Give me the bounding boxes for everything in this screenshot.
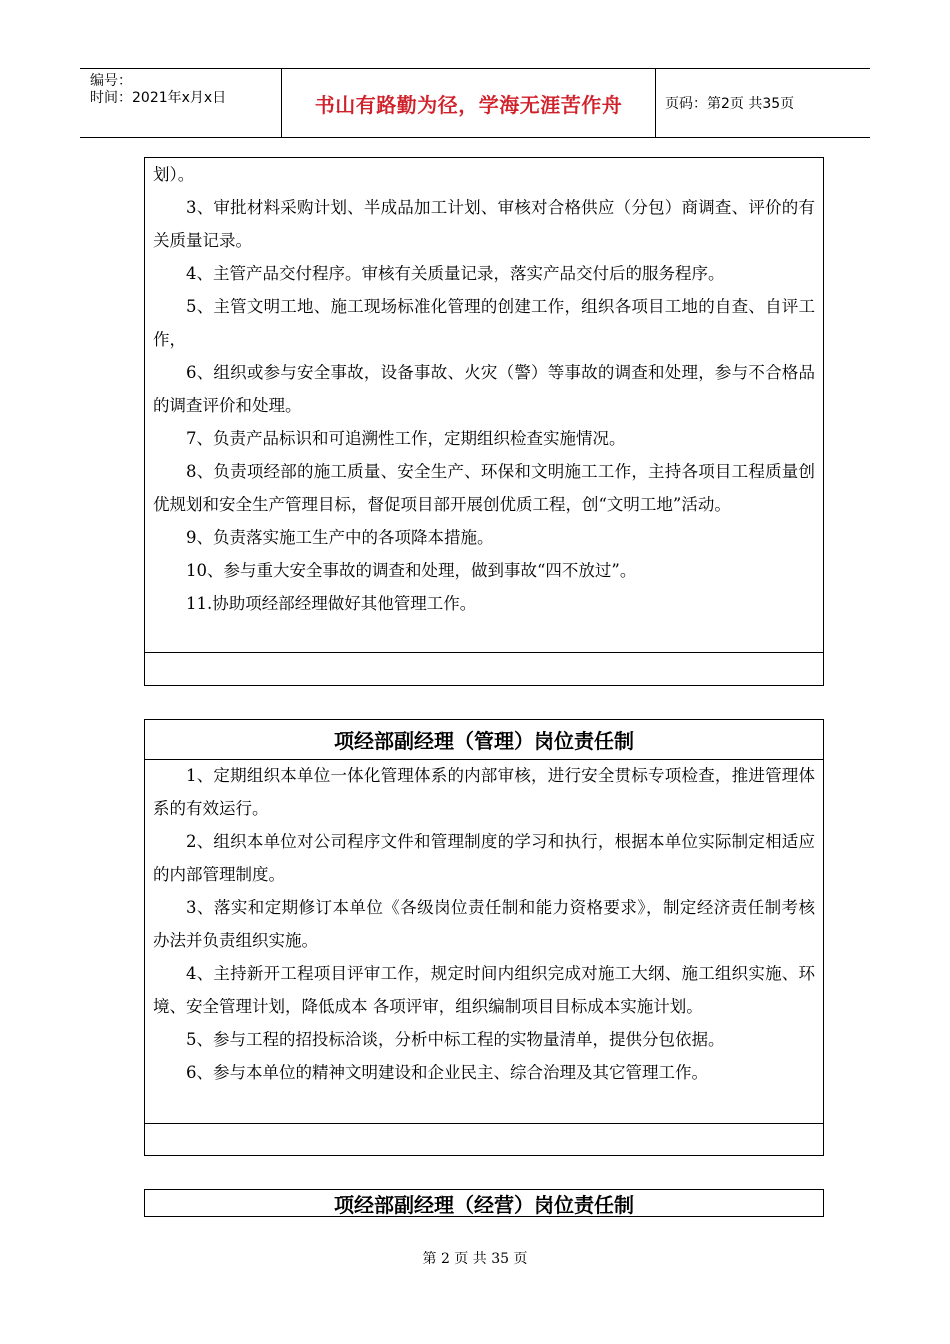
duty-item: 2、组织本单位对公司程序文件和管理制度的学习和执行，根据本单位实际制定相适应的内部管理制度。 [153, 832, 815, 884]
duty-item: 5、主管文明工地、施工现场标准化管理的创建工作，组织各项目工地的自查、自评工作， [153, 297, 815, 349]
section-deputy-manager-business [144, 1189, 824, 1217]
duties-list [145, 158, 823, 652]
section-title: 项经部副经理（经营）岗位责任制 [334, 1193, 634, 1217]
duty-item: 8、负责项经部的施工质量、安全生产、环保和文明施工工作，主持各项目工程质量创优规划和安全生产管理目标，督促项目部开展创优质工程，创“文明工地”活动。 [153, 462, 815, 514]
section-title-row [145, 1190, 823, 1217]
duty-item: 4、主持新开工程项目评审工作，规定时间内组织完成对施工大纲、施工组织实施、环境、安全管理计划，降低成本 各项评审，组织编制项目目标成本实施计划。 [153, 964, 815, 1016]
header-meta [80, 69, 281, 137]
section-deputy-manager-admin [144, 719, 824, 1156]
header-motto: 书山有路勤为径，学海无涯苦作舟 [314, 92, 623, 117]
empty-table-row [145, 1123, 823, 1156]
section-title-row [145, 720, 823, 760]
duty-item: 3、审批材料采购计划、半成品加工计划、审核对合格供应（分包）商调查、评价的有关质量记录。 [153, 198, 815, 250]
duty-item: 4、主管产品交付程序。审核有关质量记录，落实产品交付后的服务程序。 [186, 264, 725, 283]
header-motto-cell [281, 69, 656, 137]
header-page-info: 页码：第2页 共35页 [665, 96, 795, 112]
duty-item: 7、负责产品标识和可追溯性工作，定期组织检查实施情况。 [186, 429, 626, 448]
section-continued-duties [144, 157, 824, 686]
page-footer: 第 2 页 共 35 页 [422, 1251, 528, 1267]
duty-item: 6、参与本单位的精神文明建设和企业民主、综合治理及其它管理工作。 [186, 1063, 708, 1082]
duty-item: 5、参与工程的招投标洽谈，分析中标工程的实物量清单，提供分包依据。 [186, 1030, 725, 1049]
serial-label: 编号： [90, 73, 132, 89]
duty-item: 6、组织或参与安全事故，设备事故、火灾（警）等事故的调查和处理，参与不合格品的调查评价和处理。 [153, 363, 815, 415]
duties-list [145, 759, 823, 1123]
duty-item: 3、落实和定期修订本单位《各级岗位责任制和能力资格要求》，制定经济责任制考核办法并负责组织实施。 [153, 898, 815, 950]
duty-item: 1、定期组织本单位一体化管理体系的内部审核，进行安全贯标专项检查，推进管理体系的有效运行。 [153, 766, 815, 818]
duty-item: 10、参与重大安全事故的调查和处理，做到事故“四不放过”。 [186, 561, 637, 580]
duty-item: 9、负责落实施工生产中的各项降本措施。 [186, 528, 494, 547]
duty-item: 11.协助项经部经理做好其他管理工作。 [186, 594, 477, 613]
page-header [80, 68, 870, 138]
section-title: 项经部副经理（管理）岗位责任制 [334, 729, 634, 753]
empty-table-row [145, 652, 823, 687]
duty-item: 划）。 [153, 165, 195, 184]
time-label: 时间：2021年x月x日 [90, 90, 227, 106]
